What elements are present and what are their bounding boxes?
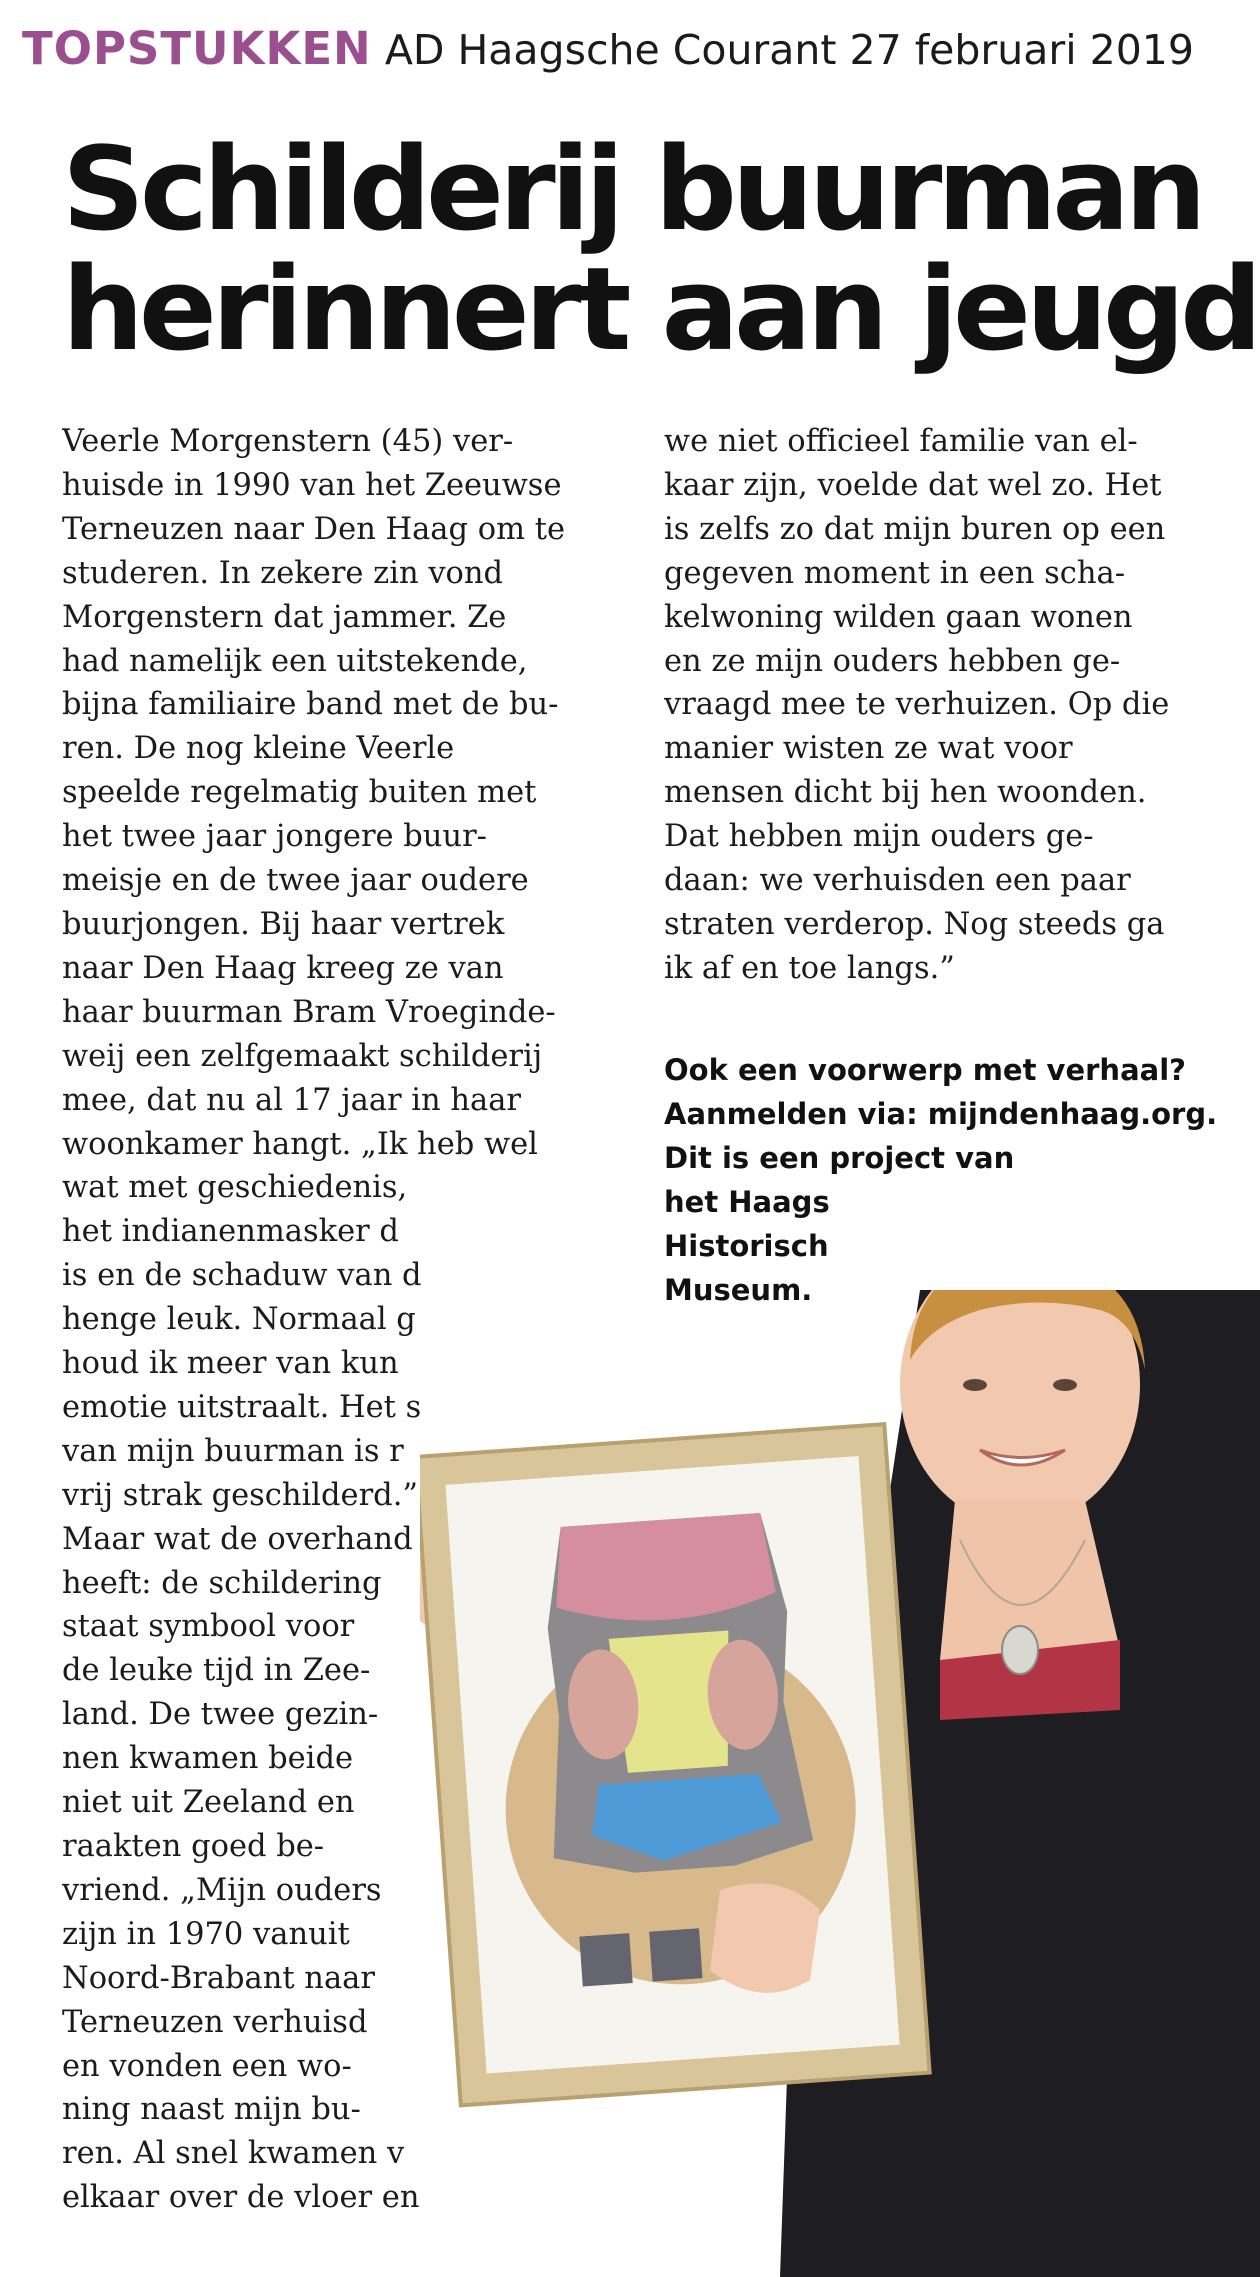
cta-line: het Haags <box>664 1185 830 1219</box>
article-line: houd ik meer van kun <box>62 1346 399 1382</box>
article-line: wat met geschiedenis, <box>62 1170 408 1206</box>
article-line: heeft: de schildering <box>62 1565 382 1601</box>
article-line: we niet officieel familie van el- <box>664 424 1138 459</box>
article-line: haar buurman Bram Vroeginde- <box>62 994 556 1030</box>
cta-line: Aanmelden via: mijndenhaag.org. <box>664 1097 1218 1131</box>
article-line: vrij strak geschilderd.” <box>62 1477 418 1513</box>
cta-line: Museum. <box>664 1273 813 1307</box>
article-line: studeren. In zekere zin vond <box>62 555 504 591</box>
article-line: Veerle Morgenstern (45) ver- <box>62 424 514 459</box>
article-line: zijn in 1970 vanuit <box>62 1916 350 1952</box>
article-line: Maar wat de overhand <box>62 1521 413 1557</box>
article-line: Terneuzen verhuisd <box>62 2004 368 2040</box>
article-line: ning naast mijn bu- <box>62 2092 361 2128</box>
article-line: en vonden een wo- <box>62 2048 352 2084</box>
headline-line-2: herinnert aan jeugd <box>62 243 1258 377</box>
article-line: manier wisten ze wat voor <box>664 731 1073 767</box>
article-line: Dat hebben mijn ouders ge- <box>664 819 1094 855</box>
article-line: meisje en de twee jaar oudere <box>62 863 529 899</box>
article-line: speelde regelmatig buiten met <box>62 775 537 811</box>
cta-line: Ook een voorwerp met verhaal? <box>664 1053 1186 1087</box>
article-line: ren. De nog kleine Veerle <box>62 731 455 767</box>
article-line: Noord-Brabant naar <box>62 1960 375 1996</box>
article-line: Terneuzen naar Den Haag om te <box>62 511 565 547</box>
cta-line: Dit is een project van <box>664 1141 1015 1175</box>
painting-frame <box>420 1424 930 2105</box>
article-column-2 <box>664 420 1234 991</box>
article-line: vriend. „Mijn ouders <box>62 1872 382 1908</box>
article-line: en ze mijn ouders hebben ge- <box>664 643 1121 679</box>
article-line: daan: we verhuisden een paar <box>664 863 1131 899</box>
header <box>22 22 1194 75</box>
article-line: weij een zelfgemaakt schilderij <box>62 1038 543 1074</box>
source-line: AD Haagsche Courant 27 februari 2019 <box>384 26 1194 74</box>
photo-woman-with-painting <box>420 1290 1260 2277</box>
headline <box>62 123 1258 377</box>
article-line: van mijn buurman is r <box>62 1433 404 1469</box>
article-line: bijna familiaire band met de bu- <box>62 687 559 723</box>
article-line: woonkamer hangt. „Ik heb wel <box>62 1126 538 1162</box>
article-line: ik af en toe langs.” <box>664 950 955 986</box>
article-line: niet uit Zeeland en <box>62 1785 355 1821</box>
pendant <box>1002 1626 1038 1674</box>
article-line: het indianenmasker d <box>62 1214 399 1250</box>
article-line: ren. Al snel kwamen v <box>62 2136 405 2172</box>
article-line: land. De twee gezin- <box>62 1697 379 1733</box>
article-line: mee, dat nu al 17 jaar in haar <box>62 1082 521 1118</box>
article-line: Morgenstern dat jammer. Ze <box>62 599 507 635</box>
article-line: is en de schaduw van d <box>62 1258 422 1294</box>
article-line: straten verderop. Nog steeds ga <box>664 906 1165 942</box>
section-kicker: TOPSTUKKEN <box>22 22 372 75</box>
article-line: huisde in 1990 van het Zeeuwse <box>62 467 562 503</box>
cta-line: Historisch <box>664 1229 829 1263</box>
right-hand <box>710 1883 820 1993</box>
article-line: het twee jaar jongere buur- <box>62 819 487 855</box>
article-line: kelwoning wilden gaan wonen <box>664 599 1133 635</box>
article-line: buurjongen. Bij haar vertrek <box>62 906 505 942</box>
article-line: elkaar over de vloer en <box>62 2180 420 2216</box>
article-line: is zelfs zo dat mijn buren op een <box>664 511 1166 547</box>
article-line: vraagd mee te verhuizen. Op die <box>664 687 1170 723</box>
headline-line-1: Schilderij buurman <box>62 123 1202 257</box>
article-line: de leuke tijd in Zee- <box>62 1653 371 1689</box>
article-line: mensen dicht bij hen woonden. <box>664 775 1147 811</box>
article-line: raakten goed be- <box>62 1829 325 1864</box>
article-line: had namelijk een uitstekende, <box>62 643 528 679</box>
article-line: henge leuk. Normaal g <box>62 1302 416 1338</box>
article-line: gegeven moment in een scha- <box>664 555 1126 591</box>
article-line: nen kwamen beide <box>62 1741 354 1777</box>
article-line: naar Den Haag kreeg ze van <box>62 950 504 986</box>
article-line: kaar zijn, voelde dat wel zo. Het <box>664 467 1162 503</box>
article-line: emotie uitstraalt. Het s <box>62 1389 422 1425</box>
call-to-action <box>664 1048 1217 1312</box>
article-line: staat symbool voor <box>62 1609 355 1645</box>
